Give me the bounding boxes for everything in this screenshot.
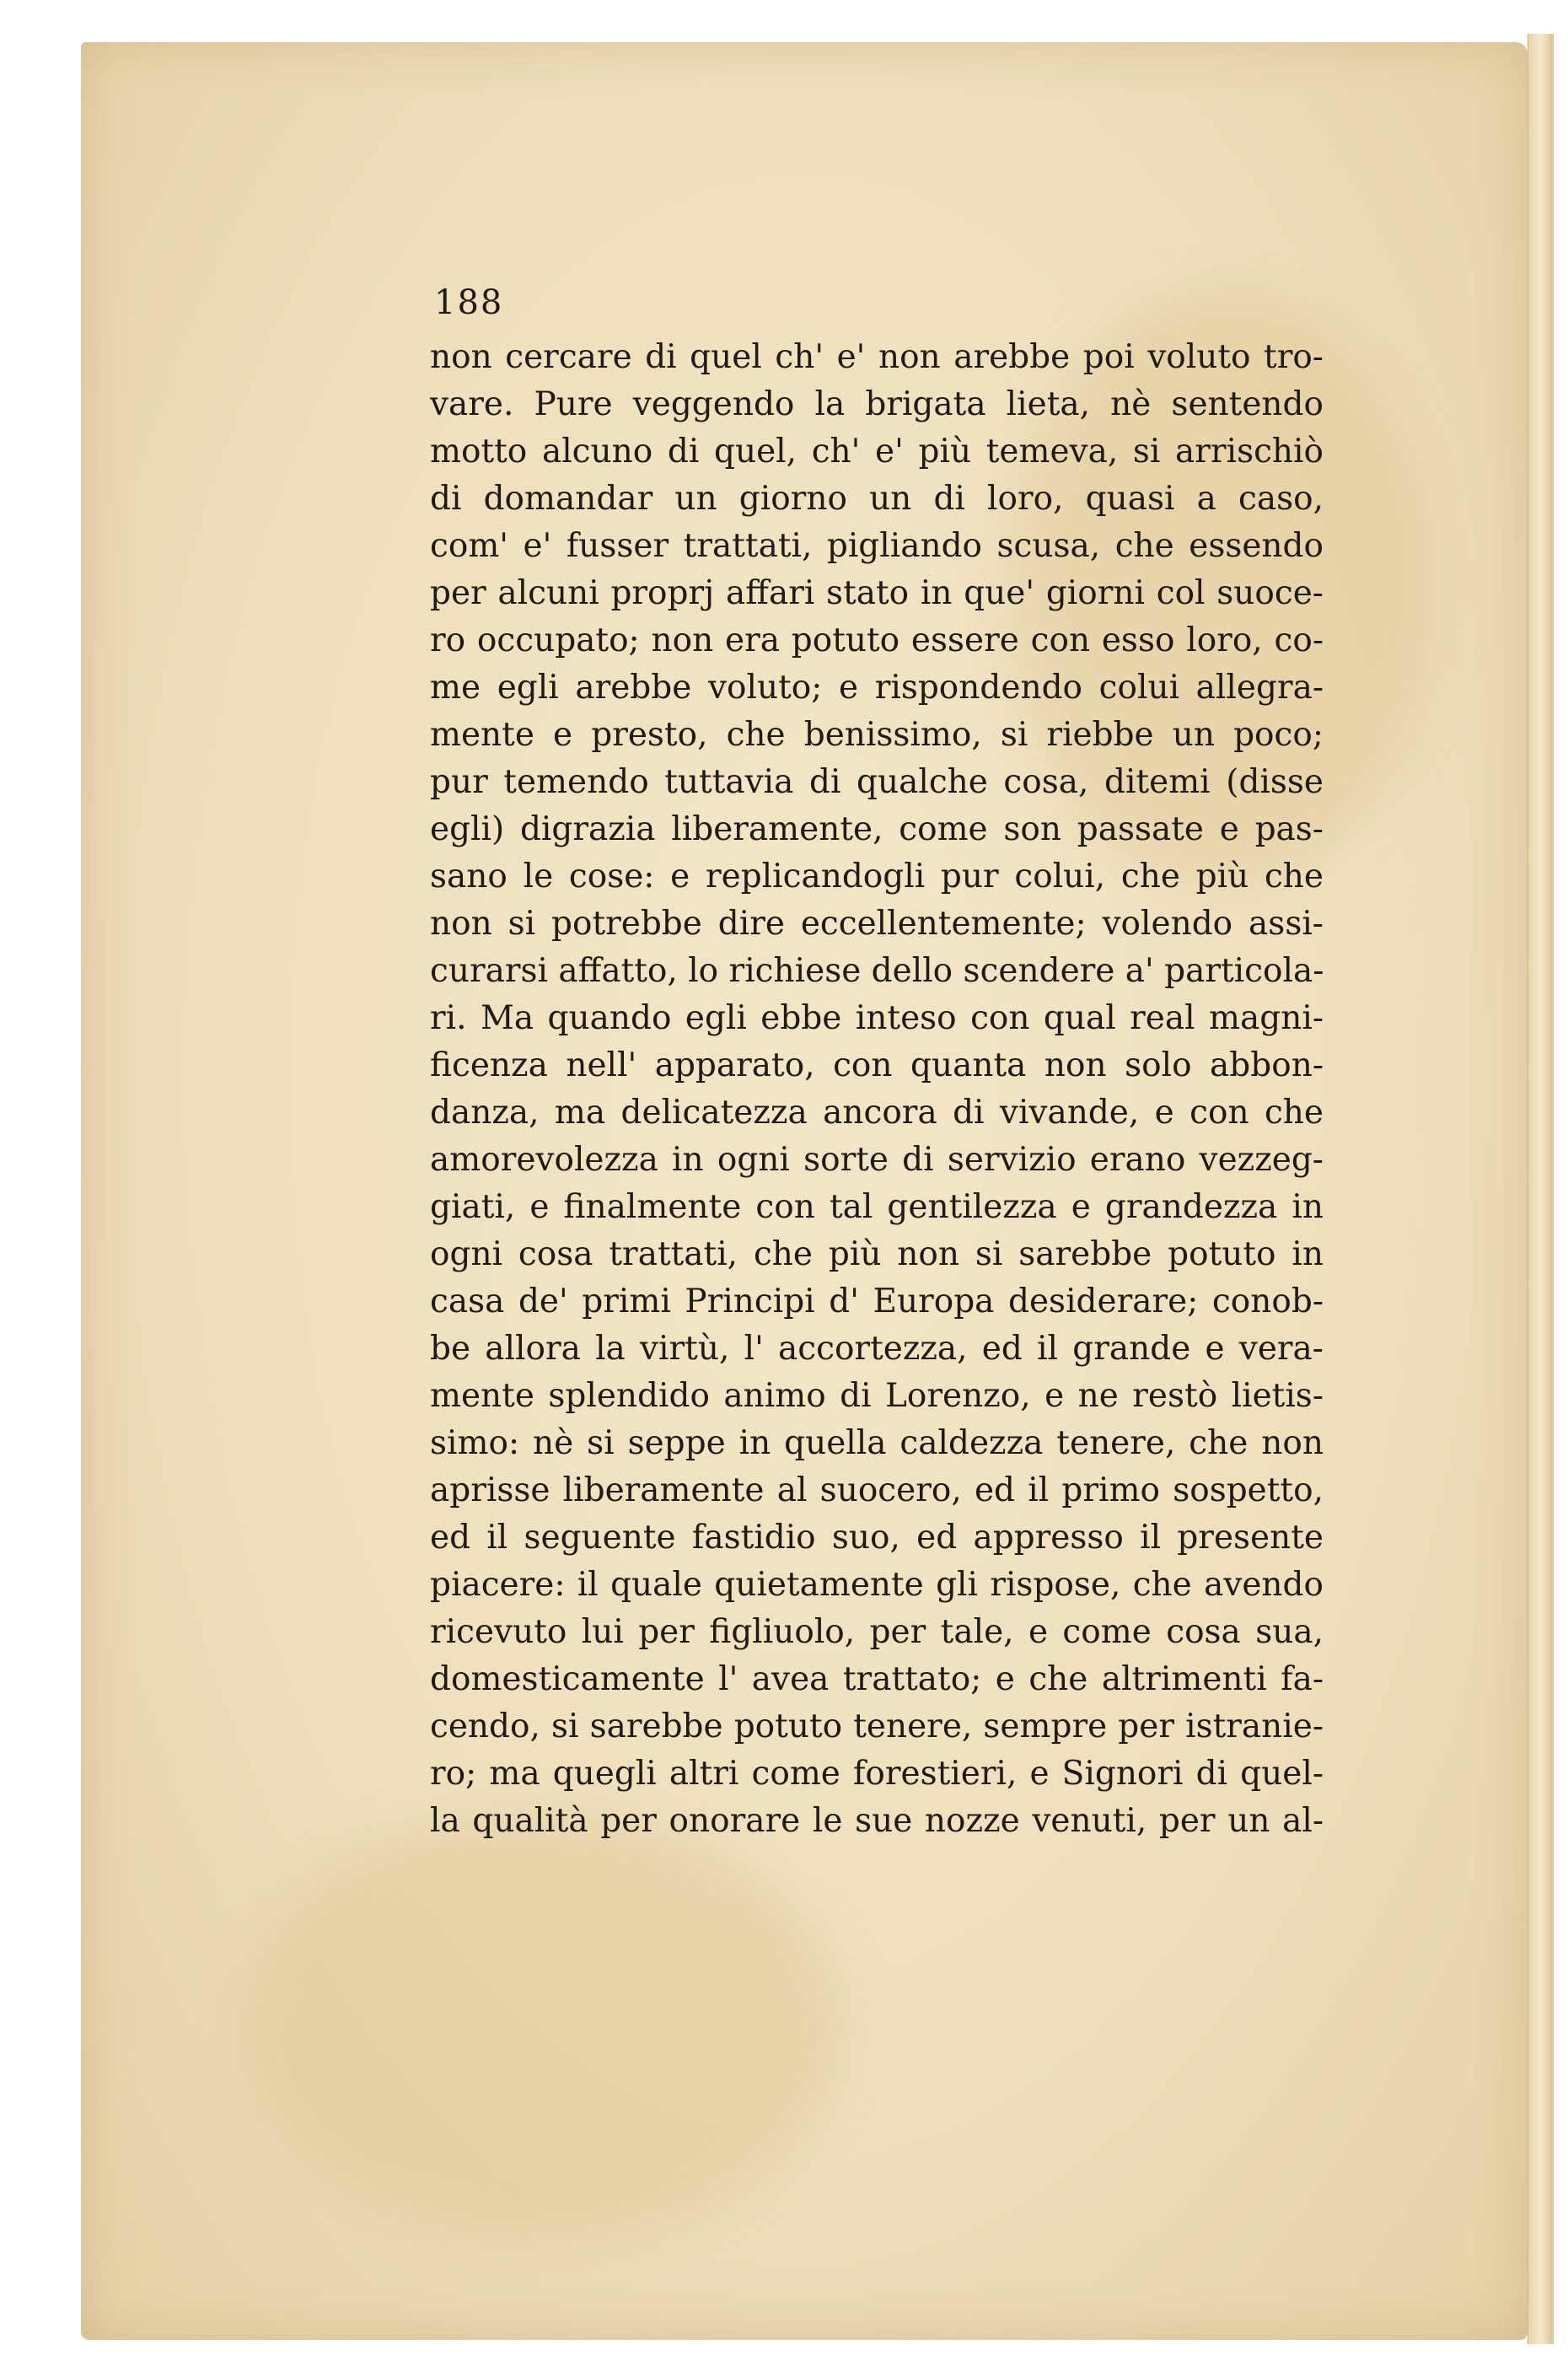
text-line: be allora la virtù, l' accortezza, ed il grande e vera- [430, 1330, 1324, 1368]
text-line: cendo, si sarebbe potuto tenere, sempre per istranie- [430, 1708, 1324, 1745]
page-number: 188 [434, 283, 504, 322]
text-line: ro; ma quegli altri come forestieri, e Signori di quel- [430, 1755, 1324, 1793]
text-line: casa de' primi Principi d' Europa desiderare; conob- [430, 1283, 1324, 1320]
text-line: simo: nè si seppe in quella caldezza tenere, che non [430, 1424, 1324, 1462]
body-text [430, 334, 1324, 1845]
text-line: danza, ma delicatezza ancora di vivande, e con che [430, 1094, 1324, 1132]
text-line: per alcuni proprj affari stato in que' giorni col suoce- [430, 574, 1324, 612]
text-line: non si potrebbe dire eccellentemente; volendo assi- [430, 905, 1324, 943]
text-line: vare. Pure veggendo la brigata lieta, nè sentendo [430, 385, 1324, 423]
text-line: la qualità per onorare le sue nozze venuti, per un al- [430, 1802, 1324, 1840]
text-line: motto alcuno di quel, ch' e' più temeva, si arrischiò [430, 433, 1324, 471]
text-line: ed il seguente fastidio suo, ed appresso il presente [430, 1519, 1324, 1557]
text-line: ogni cosa trattati, che più non si sarebbe potuto in [430, 1235, 1324, 1273]
text-line: mente splendido animo di Lorenzo, e ne restò lietis- [430, 1377, 1324, 1415]
text-line: egli) digrazia liberamente, come son passate e pas- [430, 810, 1324, 848]
text-line: ficenza nell' apparato, con quanta non solo abbon- [430, 1046, 1324, 1084]
text-line: aprisse liberamente al suocero, ed il primo sospetto, [430, 1471, 1324, 1509]
text-line: amorevolezza in ogni sorte di servizio erano vezzeg- [430, 1141, 1324, 1179]
text-line: piacere: il quale quietamente gli rispose, che avendo [430, 1566, 1324, 1604]
text-line: pur temendo tuttavia di qualche cosa, ditemi (disse [430, 763, 1324, 801]
text-line: ro occupato; non era potuto essere con esso loro, co- [430, 621, 1324, 659]
text-line: com' e' fusser trattati, pigliando scusa, che essendo [430, 527, 1324, 565]
adjacent-page-edge [1528, 34, 1554, 2344]
paper-stain [250, 1813, 840, 2235]
text-line: ri. Ma quando egli ebbe inteso con qual real magni- [430, 999, 1324, 1037]
text-line: giati, e finalmente con tal gentilezza e grandezza in [430, 1188, 1324, 1226]
text-line: sano le cose: e replicandogli pur colui, che più che [430, 858, 1324, 895]
text-line: me egli arebbe voluto; e rispondendo colui allegra- [430, 669, 1324, 707]
text-line: ricevuto lui per figliuolo, per tale, e come cosa sua, [430, 1613, 1324, 1651]
text-line: di domandar un giorno un di loro, quasi a caso, [430, 480, 1324, 518]
text-line: curarsi affatto, lo richiese dello scendere a' particola- [430, 952, 1324, 990]
text-line: domesticamente l' avea trattato; e che altrimenti fa- [430, 1660, 1324, 1698]
text-line: mente e presto, che benissimo, si riebbe un poco; [430, 716, 1324, 754]
text-line: non cercare di quel ch' e' non arebbe poi voluto tro- [430, 338, 1324, 376]
